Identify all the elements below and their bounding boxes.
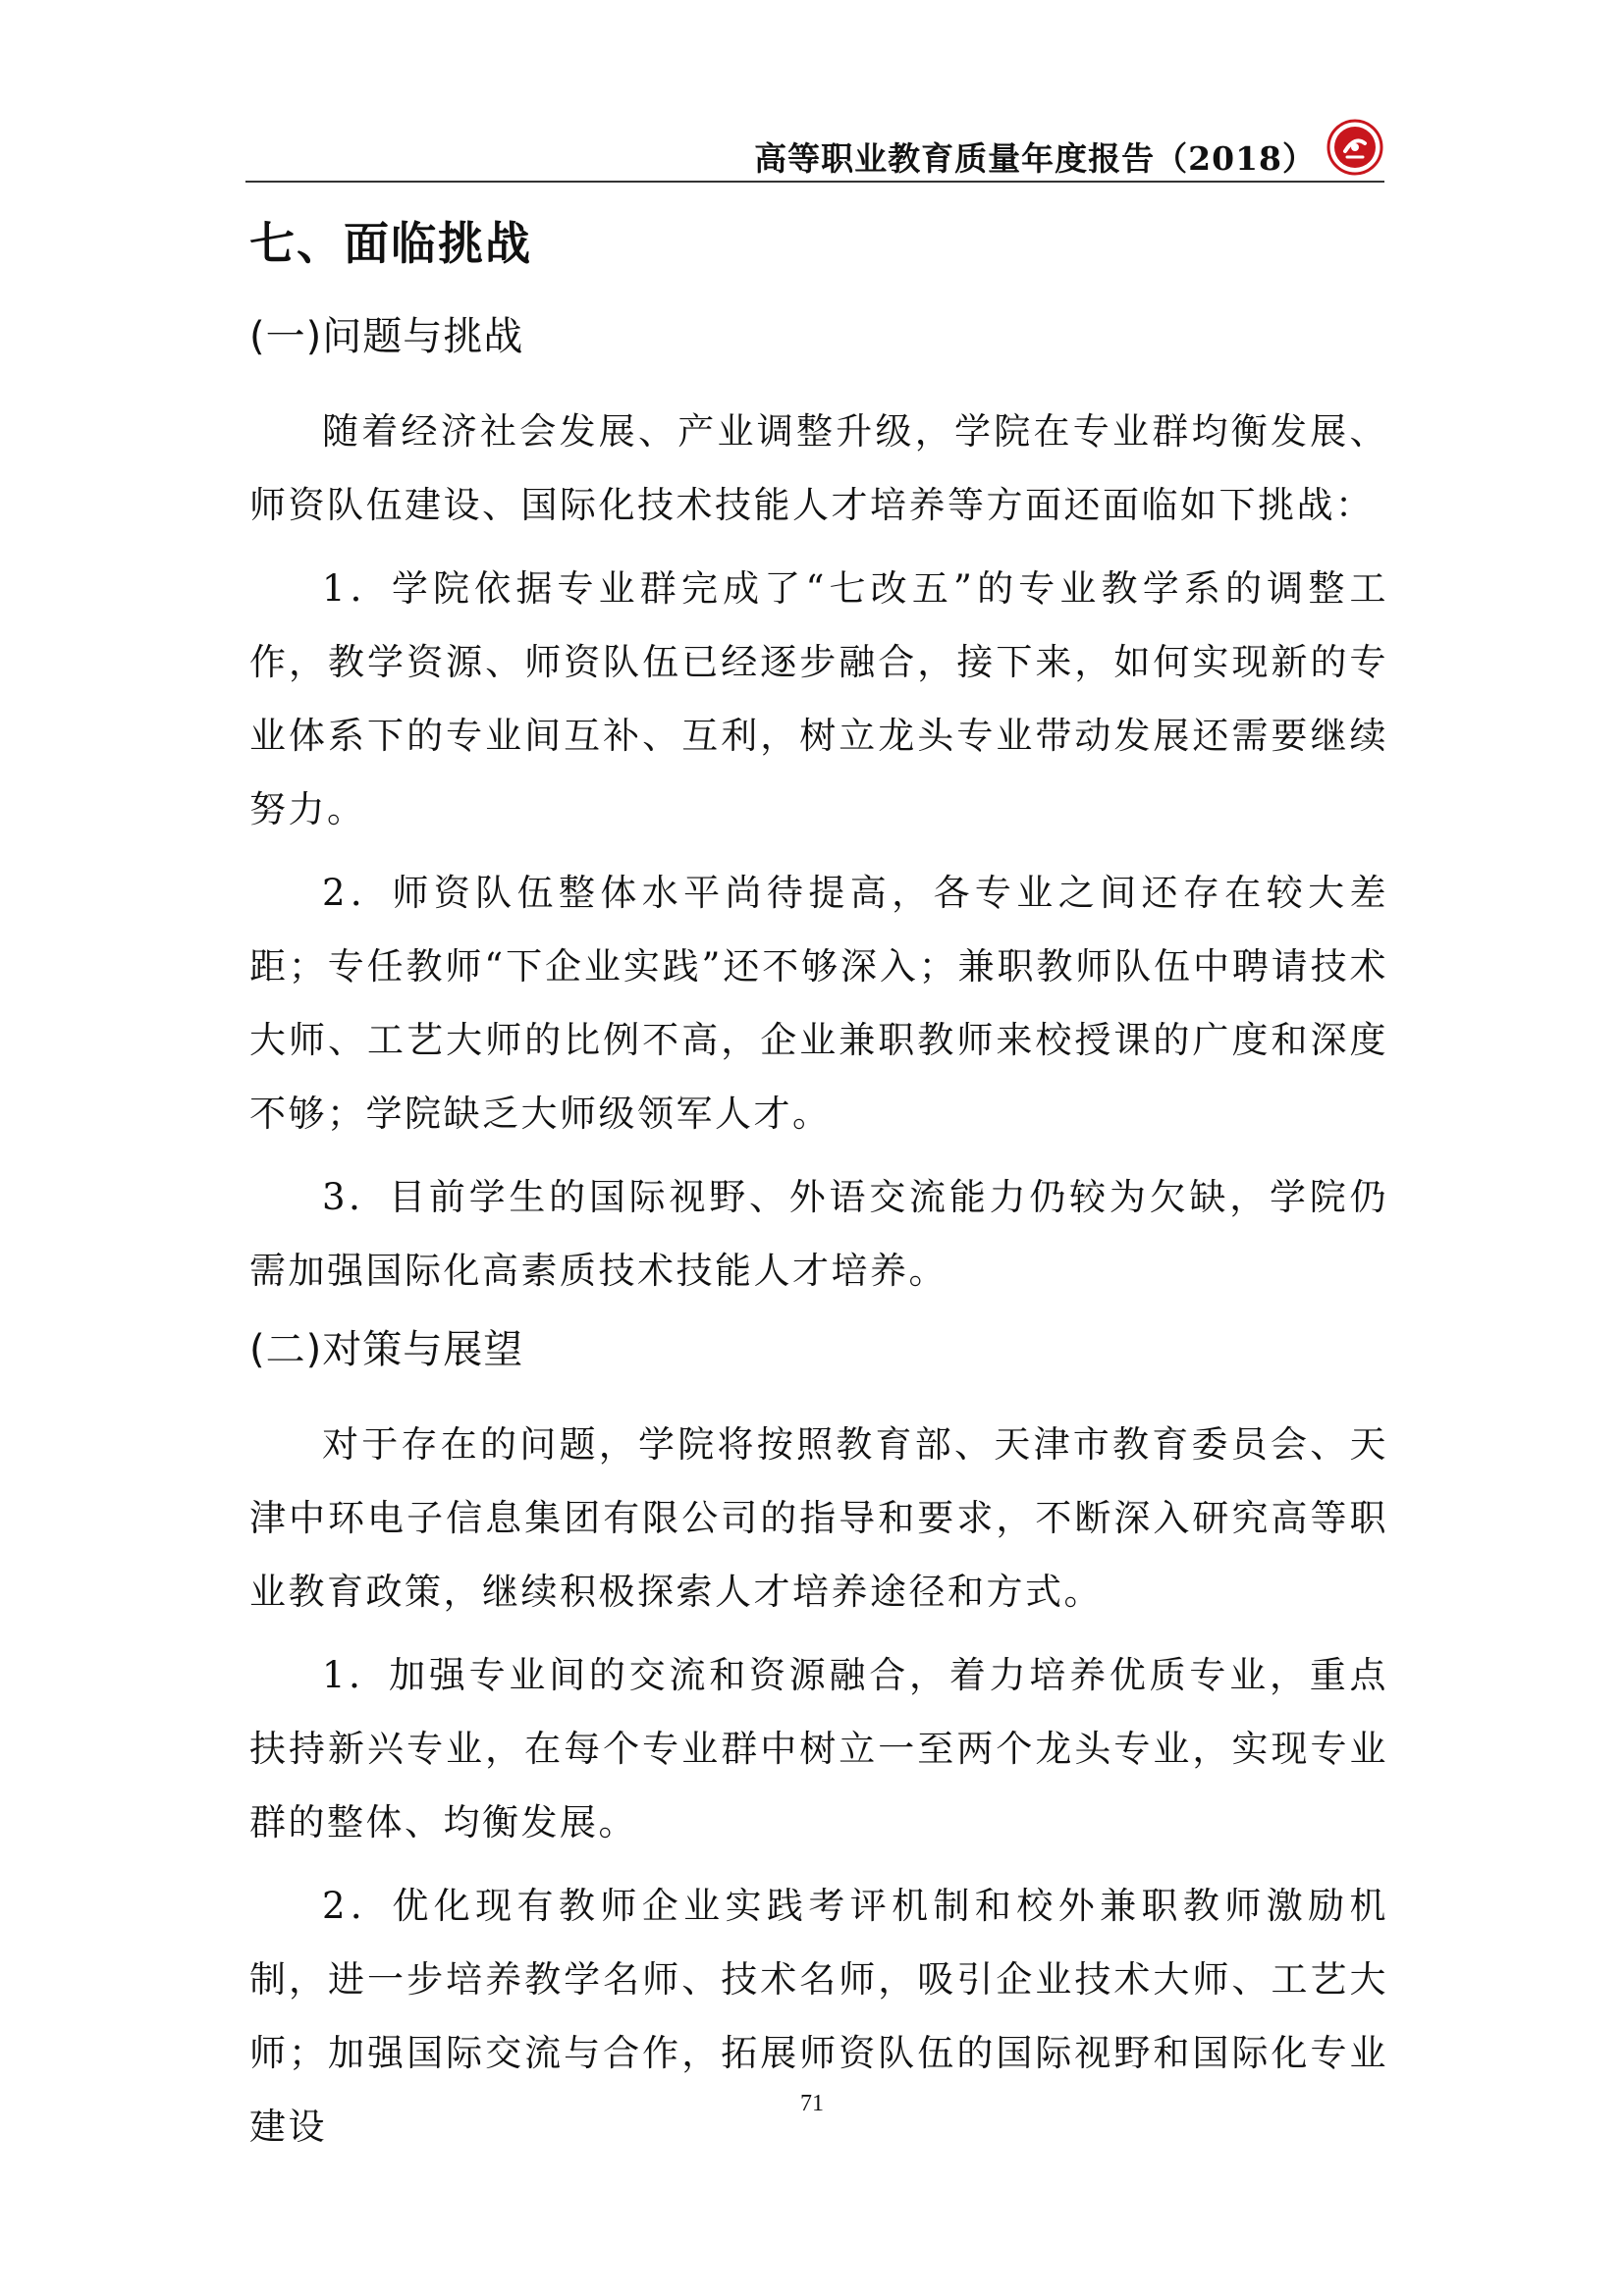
college-emblem-icon [1326, 118, 1384, 177]
report-title: 高等职业教育质量年度报告（2018） [754, 139, 1316, 178]
subsection-heading-problems: (一)问题与挑战 [249, 314, 524, 359]
countermeasures-intro-paragraph: 对于存在的问题，学院将按照教育部、天津市教育委员会、天津中环电子信息集团有限公司的指导和要求，不断深入研究高等职业教育政策，继续积极探索人才培养途径和方式。 [249, 1423, 1388, 1613]
problem-item-2: 2．师资队伍整体水平尚待提高，各专业之间还存在较大差距；专任教师“下企业实践”还不够深入；兼职教师队伍中聘请技术大师、工艺大师的比例不高，企业兼职教师来校授课的广度和深度不够；学院缺乏大师级领军人才。 [249, 872, 1388, 1135]
page-header [245, 126, 1384, 181]
countermeasure-item-2: 2．优化现有教师企业实践考评机制和校外兼职教师激励机制，进一步培养教学名师、技术名师，吸引企业技术大师、工艺大师；加强国际交流与合作，拓展师资队伍的国际视野和国际化专业建设 [249, 1885, 1388, 2148]
problem-item-1: 1．学院依据专业群完成了“七改五”的专业教学系的调整工作，教学资源、师资队伍已经逐步融合，接下来，如何实现新的专业体系下的专业间互补、互利，树立龙头专业带动发展还需要继续努力。 [249, 567, 1388, 830]
section-heading: 七、面临挑战 [249, 217, 532, 270]
problems-intro-paragraph: 随着经济社会发展、产业调整升级，学院在专业群均衡发展、师资队伍建设、国际化技术技能人才培养等方面还面临如下挑战： [249, 410, 1388, 526]
problem-item-3: 3．目前学生的国际视野、外语交流能力仍较为欠缺，学院仍需加强国际化高素质技术技能人才培养。 [249, 1176, 1388, 1292]
header-divider [245, 181, 1384, 183]
page-body [249, 206, 1388, 2173]
subsection-heading-countermeasures: (二)对策与展望 [249, 1327, 524, 1372]
page-number: 71 [800, 2091, 824, 2116]
countermeasure-item-1: 1．加强专业间的交流和资源融合，着力培养优质专业，重点扶持新兴专业，在每个专业群中树立一至两个龙头专业，实现专业群的整体、均衡发展。 [249, 1654, 1388, 1843]
